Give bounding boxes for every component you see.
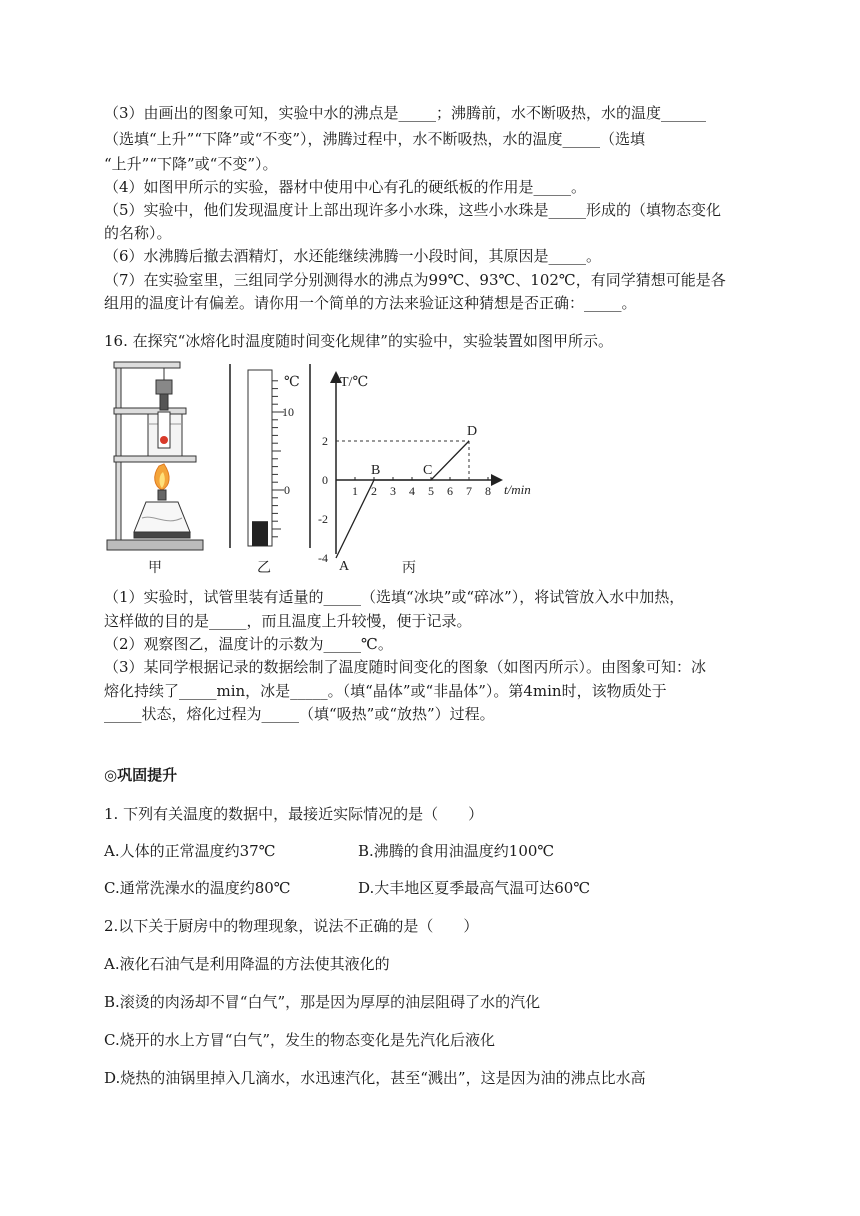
temperature-curve: [336, 441, 469, 558]
consolidate-question-2-option-c: C.烧开的水上方冒“白气”，发生的物态变化是先汽化后液化: [104, 1031, 496, 1049]
question-15-part-3-line-2: （选填“上升”“下降”或“不变”），沸腾过程中，水不断吸热，水的温度_____（选填: [104, 130, 646, 148]
figure-yi-thermometer: [224, 360, 316, 552]
consolidate-question-1-option-d: D.大丰地区夏季最高气温可达60℃: [358, 879, 591, 897]
question-15-part-6: （6）水沸腾后撤去酒精灯，水还能继续沸腾一小段时间，其原因是_____。: [104, 247, 602, 265]
consolidate-question-1-option-a: A.人体的正常温度约37℃: [104, 842, 276, 860]
section-title-consolidate: ◎巩固提升: [104, 766, 178, 784]
x-tick-label: 1: [352, 484, 358, 498]
question-15-part-3-line-1: （3）由画出的图象可知，实验中水的沸点是_____；沸腾前，水不断吸热，水的温度______: [104, 104, 707, 122]
point-label-b: B: [371, 463, 381, 478]
consolidate-question-2-option-b: B.滚烫的肉汤却不冒“白气”，那是因为厚厚的油层阻碍了水的汽化: [104, 993, 541, 1011]
figure-bing-graph: [318, 360, 550, 574]
graph-plot-layer: [318, 424, 491, 574]
figure-jia-apparatus: [104, 360, 204, 552]
y-tick-label: -2: [318, 512, 328, 526]
x-axis-label: t/min: [504, 482, 531, 497]
x-tick-label: 2: [371, 484, 377, 498]
point-label-c: C: [423, 463, 433, 478]
question-16-part-2: （2）观察图乙，温度计的示数为_____℃。: [104, 635, 393, 653]
figure-label-jia: 甲: [148, 560, 162, 576]
thermometer-liquid-column: [252, 521, 268, 546]
consolidate-question-2-option-d: D.烧热的油锅里掉入几滴水，水迅速汽化，甚至“溅出”，这是因为油的沸点比水高: [104, 1069, 646, 1087]
point-label-d: D: [467, 424, 478, 439]
figure-label-yi: 乙: [257, 560, 271, 576]
question-15-part-7-line-2: 组用的温度计有偏差。请你用一个简单的方法来验证这种猜想是否正确：_____。: [104, 294, 637, 312]
question-16-stem: 16. 在探究“冰熔化时温度随时间变化规律”的实验中，实验装置如图甲所示。: [104, 332, 613, 350]
point-label-a: A: [339, 559, 350, 574]
question-15-part-5-line-2: 的名称）。: [104, 224, 172, 242]
x-tick-label: 3: [390, 484, 396, 498]
question-16-part-3-line-1: （3）某同学根据记录的数据绘制了温度随时间变化的图象（如图丙所示）。由图象可知：冰: [104, 658, 707, 676]
question-16-part-1-line-1: （1）实验时，试管里装有适量的_____（选填“冰块”或“碎冰”），将试管放入水中加热，: [104, 588, 685, 606]
consolidate-question-2-stem: 2.以下关于厨房中的物理现象，说法不正确的是（ ）: [104, 917, 479, 935]
y-axis-label: T/℃: [340, 375, 369, 390]
consolidate-question-2-option-a: A.液化石油气是利用降温的方法使其液化的: [104, 955, 390, 973]
question-16-part-3-line-2: 熔化持续了_____min，冰是_____。（填“晶体”或“非晶体”）。第4min时，该物质处于: [104, 682, 667, 700]
consolidate-question-1-option-b: B.沸腾的食用油温度约100℃: [358, 842, 555, 860]
figure-label-bing: 丙: [402, 560, 416, 576]
y-tick-label: 2: [322, 434, 328, 448]
question-16-part-1-line-2: 这样做的目的是_____，而且温度上升较慢，便于记录。: [104, 612, 472, 630]
y-tick-label: 0: [322, 473, 328, 487]
x-tick-label: 4: [409, 484, 415, 498]
question-15-part-4: （4）如图甲所示的实验，器材中使用中心有孔的硬纸板的作用是_____。: [104, 178, 587, 196]
consolidate-question-1-option-c: C.通常洗澡水的温度约80℃: [104, 879, 291, 897]
y-tick-label: -4: [318, 551, 328, 565]
question-15-part-7-line-1: （7）在实验室里，三组同学分别测得水的沸点为99℃、93℃、102℃，有同学猜想可能是各: [104, 271, 726, 289]
x-tick-label: 8: [485, 484, 491, 498]
thermometer-tick-label-10: 10: [282, 405, 294, 419]
alcohol-lamp: [134, 464, 190, 538]
question-16-part-3-line-3: _____状态，熔化过程为_____（填“吸热”或“放热”）过程。: [104, 705, 495, 723]
x-tick-label: 7: [466, 484, 472, 498]
thermometer-tick-label-0: 0: [284, 483, 290, 497]
x-tick-label: 5: [428, 484, 434, 498]
consolidate-question-1-stem: 1. 下列有关温度的数据中，最接近实际情况的是（ ）: [104, 805, 484, 823]
thermometer-tube: [248, 370, 272, 546]
question-15-part-5-line-1: （5）实验中，他们发现温度计上部出现许多小水珠，这些小水珠是_____形成的（填物态变化: [104, 201, 722, 219]
x-tick-label: 6: [447, 484, 453, 498]
thermometer-unit: ℃: [284, 375, 300, 390]
question-15-part-3-line-3: “上升”“下降”或“不变”）。: [104, 155, 278, 173]
